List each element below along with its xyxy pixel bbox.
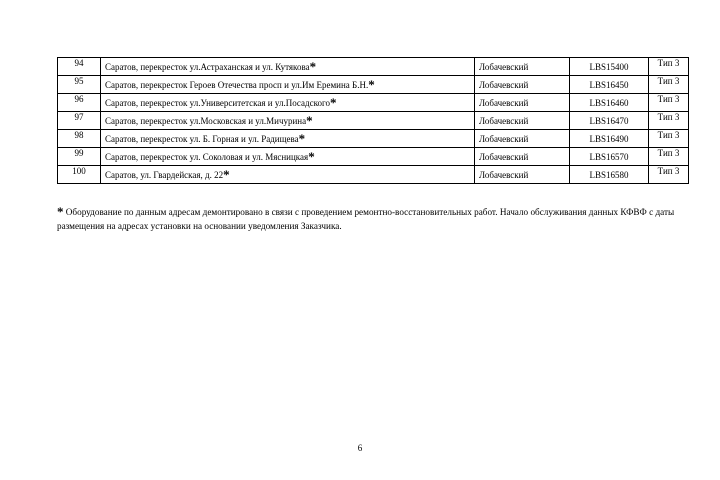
table-row (58, 76, 689, 94)
row-number: 100 (58, 166, 101, 184)
row-address-cell (101, 112, 475, 130)
row-address: Саратов, ул. Гвардейская, д. 22 (105, 170, 224, 180)
row-code: LBS16580 (570, 166, 649, 184)
row-type: Тип 3 (649, 76, 689, 94)
row-address-cell (101, 58, 475, 76)
row-address-cell (101, 166, 475, 184)
row-address: Саратов, перекресток ул.Университетская и ул.Посадского (105, 98, 330, 108)
table-row (58, 166, 689, 184)
row-address-cell (101, 76, 475, 94)
row-operator: Лобачевский (475, 94, 570, 112)
footnote-asterisk: * (57, 204, 64, 219)
row-code: LBS16450 (570, 76, 649, 94)
footnote (57, 205, 697, 233)
row-code: LBS15400 (570, 58, 649, 76)
row-type: Тип 3 (649, 148, 689, 166)
row-number: 94 (58, 58, 101, 76)
row-code: LBS16570 (570, 148, 649, 166)
row-type: Тип 3 (649, 166, 689, 184)
table-row (58, 112, 689, 130)
row-operator: Лобачевский (475, 166, 570, 184)
table-row (58, 130, 689, 148)
asterisk-mark: * (308, 149, 315, 164)
row-operator: Лобачевский (475, 112, 570, 130)
row-address-cell (101, 148, 475, 166)
row-address: Саратов, перекресток ул. Б. Горная и ул. Радищева (105, 134, 299, 144)
row-number: 99 (58, 148, 101, 166)
row-code: LBS16460 (570, 94, 649, 112)
asterisk-mark: * (368, 77, 375, 92)
row-number: 98 (58, 130, 101, 148)
row-type: Тип 3 (649, 58, 689, 76)
asterisk-mark: * (309, 59, 317, 74)
row-code: LBS16470 (570, 112, 649, 130)
row-operator: Лобачевский (475, 76, 570, 94)
row-operator: Лобачевский (475, 148, 570, 166)
asterisk-mark: * (223, 167, 230, 182)
row-number: 95 (58, 76, 101, 94)
row-address: Саратов, перекресток ул. Соколовая и ул. Мясницкая (105, 152, 309, 162)
table-row (58, 58, 689, 76)
row-operator: Лобачевский (475, 130, 570, 148)
row-number: 97 (58, 112, 101, 130)
row-address-cell (101, 94, 475, 112)
table-row (58, 94, 689, 112)
row-code: LBS16490 (570, 130, 649, 148)
row-number: 96 (58, 94, 101, 112)
row-type: Тип 3 (649, 94, 689, 112)
row-address: Саратов, перекресток ул.Московская и ул.Мичурина (105, 116, 307, 126)
row-address: Саратов, перекресток Героев Отечества просп и ул.Им Еремина Б.Н. (105, 80, 369, 90)
table-row (58, 148, 689, 166)
address-table-body (58, 58, 689, 184)
address-table (57, 57, 689, 184)
asterisk-mark: * (330, 95, 337, 110)
footnote-text: Оборудование по данным адресам демонтировано в связи с проведением ремонтно-восстановительных работ. Начало обслуживания данных КФВФ с даты размещения на адресах установки на основании уведомления Заказчика. (57, 207, 675, 231)
row-address: Саратов, перекресток ул.Астраханская и ул. Кутякова (105, 62, 310, 72)
asterisk-mark: * (306, 113, 313, 128)
row-address-cell (101, 130, 475, 148)
row-operator: Лобачевский (475, 58, 570, 76)
page-number: 6 (357, 443, 363, 453)
row-type: Тип 3 (649, 130, 689, 148)
asterisk-mark: * (298, 131, 306, 146)
row-type: Тип 3 (649, 112, 689, 130)
